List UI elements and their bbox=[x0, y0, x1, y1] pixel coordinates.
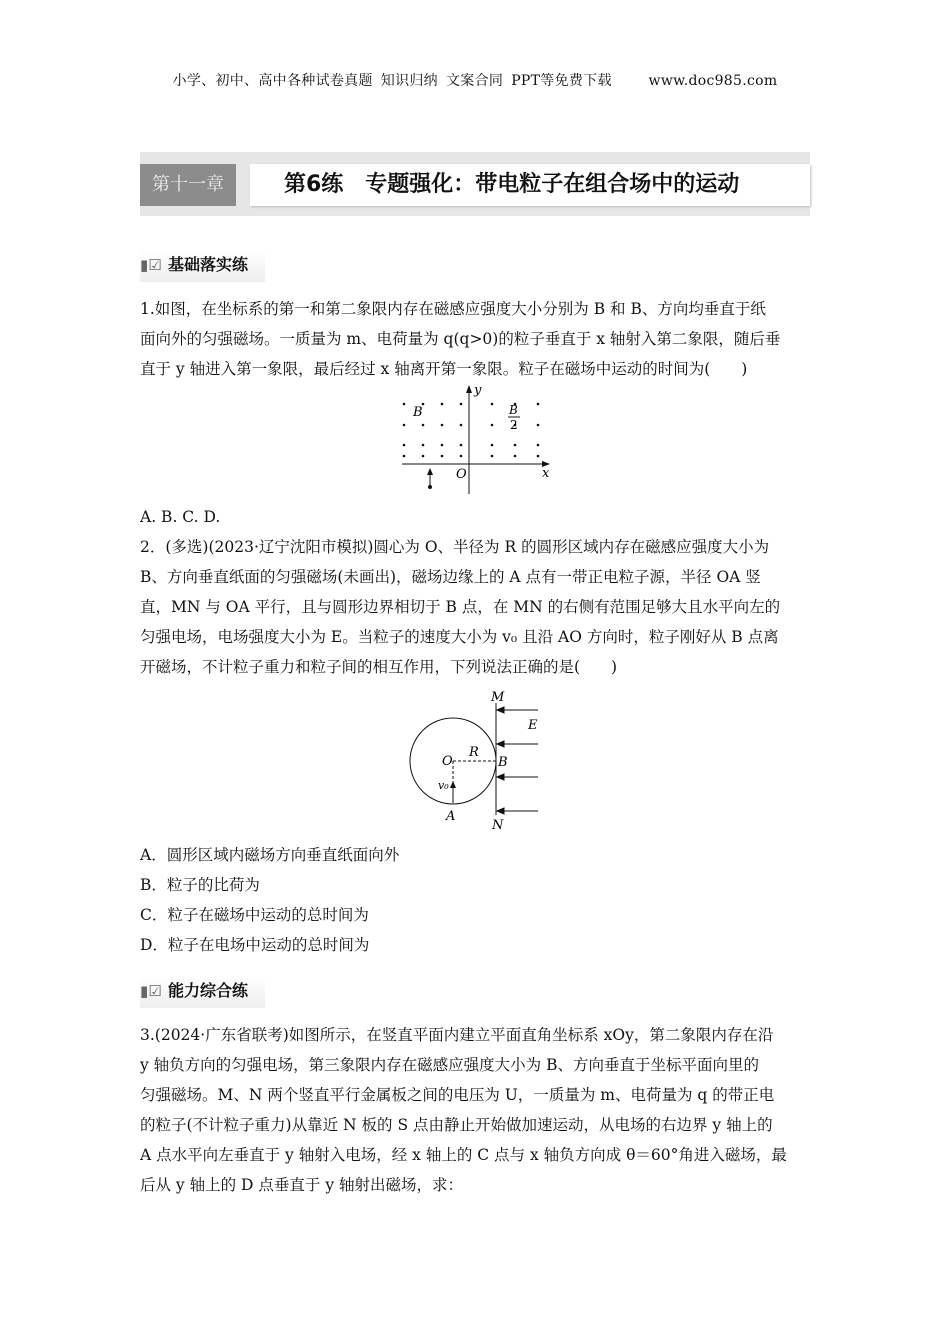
field-dot bbox=[441, 444, 444, 447]
label-v0: v₀ bbox=[438, 779, 449, 792]
figure-magnetic-field-quadrants bbox=[390, 380, 560, 495]
y-label: y bbox=[474, 383, 482, 398]
option-c: C．粒子在磁场中运动的总时间为 bbox=[140, 906, 369, 924]
label-m: M bbox=[491, 690, 505, 705]
label-n: N bbox=[492, 818, 504, 833]
text-line: 的粒子(不计粒子重力)从靠近 N 板的 S 点由静止开始做加速运动，从电场的右边界 y 轴上的 bbox=[140, 1116, 773, 1134]
field-dot bbox=[403, 424, 406, 427]
field-label-num: B bbox=[509, 403, 518, 417]
text-line: 匀强磁场。M、N 两个竖直平行金属板之间的电压为 U，一质量为 m、电荷量为 q 的带正电 bbox=[140, 1086, 775, 1104]
section-heading-basic bbox=[140, 250, 265, 282]
question-2-options bbox=[140, 840, 399, 960]
field-dot bbox=[422, 444, 425, 447]
text-line: 3.(2024·广东省联考)如图所示，在竖直平面内建立平面直角坐标系 xOy，第二象限内存在沿 bbox=[140, 1026, 774, 1044]
header-text: 小学、初中、高中各种试卷真题 bbox=[172, 73, 373, 89]
field-dot bbox=[537, 403, 540, 406]
option-d: D．粒子在电场中运动的总时间为 bbox=[140, 936, 370, 954]
field-label-b: B bbox=[413, 405, 423, 420]
text-line: 直于 y 轴进入第一象限，最后经过 x 轴离开第一象限。粒子在磁场中运动的时间为( ) bbox=[140, 360, 748, 378]
field-dot bbox=[460, 424, 463, 427]
header-text: 文案合同 bbox=[445, 73, 504, 89]
section-label: 能力综合练 bbox=[168, 981, 249, 1000]
field-dot bbox=[460, 455, 463, 458]
text-line: y 轴负方向的匀强电场，第三象限内存在磁感应强度大小为 B、方向垂直于坐标平面向里的 bbox=[140, 1056, 760, 1074]
chapter-label: 第十一章 bbox=[140, 164, 236, 206]
field-dot bbox=[403, 444, 406, 447]
text-line: 后从 y 轴上的 D 点垂直于 y 轴射出磁场，求： bbox=[140, 1176, 464, 1194]
question-2 bbox=[140, 532, 820, 682]
field-dot bbox=[460, 444, 463, 447]
field-dot bbox=[537, 455, 540, 458]
figure-circle-field bbox=[400, 685, 550, 835]
text-line: 面向外的匀强磁场。一质量为 m、电荷量为 q(q>0)的粒子垂直于 x 轴射入第二象限，随后垂 bbox=[140, 330, 781, 348]
field-dot bbox=[441, 455, 444, 458]
text-line: A 点水平向左垂直于 y 轴射入电场，经 x 轴上的 C 点与 x 轴负方向成 θ＝60°角进入磁场，最 bbox=[140, 1146, 787, 1164]
field-dot bbox=[422, 455, 425, 458]
text-line: 匀强电场，电场强度大小为 E。当粒子的速度大小为 v₀ 且沿 AO 方向时，粒子刚好从 B 点离 bbox=[140, 628, 779, 646]
label-o: O bbox=[442, 754, 453, 769]
field-dot bbox=[441, 424, 444, 427]
field-dot bbox=[441, 403, 444, 406]
field-dot bbox=[460, 403, 463, 406]
label-b: B bbox=[498, 755, 508, 770]
origin-label: O bbox=[456, 467, 467, 482]
section-label: 基础落实练 bbox=[168, 255, 249, 274]
text-line: 开磁场，不计粒子重力和粒子间的相互作用，下列说法正确的是( ) bbox=[140, 658, 618, 676]
field-dot bbox=[491, 444, 494, 447]
page-title: 第6练 专题强化：带电粒子在组合场中的运动 bbox=[250, 164, 810, 206]
field-dot bbox=[537, 444, 540, 447]
field-dot bbox=[403, 455, 406, 458]
field-dot bbox=[537, 424, 540, 427]
question-1 bbox=[140, 294, 820, 384]
text-line: 直，MN 与 OA 平行，且与圆形边界相切于 B 点，在 MN 的右侧有范围足够大且水平向左的 bbox=[140, 598, 781, 616]
question-1-options: A. B. C. D. bbox=[140, 508, 221, 526]
text-line: B、方向垂直纸面的匀强磁场(未画出)，磁场边缘上的 A 点有一带正电粒子源，半径 OA 竖 bbox=[140, 568, 761, 586]
checkbox-icon: ▮☑ bbox=[140, 982, 162, 1000]
header-text: PPT等免费下载 bbox=[511, 73, 612, 89]
field-label-den: 2 bbox=[510, 418, 518, 432]
header-site: www.doc985.com bbox=[648, 73, 778, 89]
page-header bbox=[0, 70, 950, 90]
question-3 bbox=[140, 1020, 820, 1200]
text-line: 2．(多选)(2023·辽宁沈阳市模拟)圆心为 O、半径为 R 的圆形区域内存在磁感应强度大小为 bbox=[140, 538, 770, 556]
field-dot bbox=[514, 455, 517, 458]
field-dot bbox=[491, 403, 494, 406]
section-heading-ability bbox=[140, 976, 265, 1008]
field-dot bbox=[514, 444, 517, 447]
option-b: B．粒子的比荷为 bbox=[140, 876, 260, 894]
label-a: A bbox=[446, 809, 456, 824]
label-e: E bbox=[528, 718, 538, 733]
field-dot bbox=[491, 424, 494, 427]
option-a: A．圆形区域内磁场方向垂直纸面向外 bbox=[140, 846, 400, 864]
field-dot bbox=[422, 424, 425, 427]
checkbox-icon: ▮☑ bbox=[140, 256, 162, 274]
field-dot bbox=[403, 403, 406, 406]
header-text: 知识归纳 bbox=[380, 73, 438, 89]
text-line: 1.如图，在坐标系的第一和第二象限内存在磁感应强度大小分别为 B 和 B、方向均垂直于纸 bbox=[140, 300, 766, 318]
field-dot bbox=[491, 455, 494, 458]
label-r: R bbox=[469, 745, 479, 760]
chapter-banner bbox=[140, 152, 810, 216]
x-label: x bbox=[542, 466, 550, 481]
